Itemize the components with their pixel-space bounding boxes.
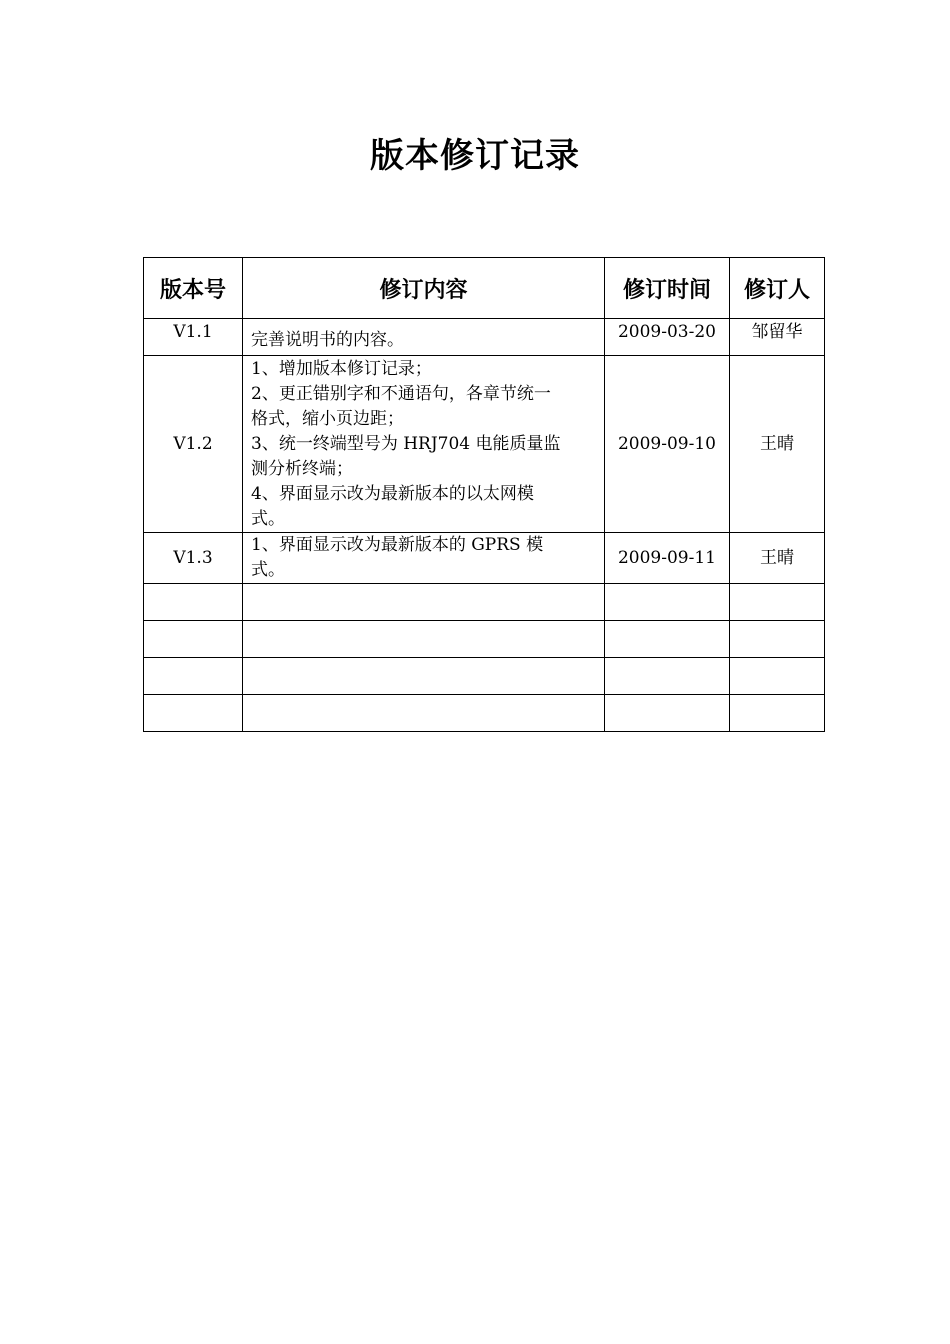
content-line: 测分析终端；	[251, 459, 353, 479]
header-content: 修订内容	[243, 258, 605, 319]
header-date: 修订时间	[605, 258, 730, 319]
empty-cell	[243, 584, 605, 621]
cell-version: V1.3	[144, 533, 243, 584]
empty-cell	[243, 621, 605, 658]
content-line: 4、界面显示改为最新版本的以太网模	[251, 484, 534, 504]
empty-cell	[605, 584, 730, 621]
empty-cell	[730, 695, 825, 732]
content-line: 1、界面显示改为最新版本的 GPRS 模	[251, 535, 544, 555]
table-header-row	[144, 258, 825, 319]
table-row	[144, 533, 825, 584]
revision-table	[143, 257, 825, 732]
table-row	[144, 356, 825, 533]
empty-row	[144, 658, 825, 695]
empty-cell	[605, 695, 730, 732]
cell-date: 2009-09-10	[605, 356, 730, 533]
cell-date: 2009-09-11	[605, 533, 730, 584]
cell-author: 邹留华	[730, 319, 825, 356]
cell-version: V1.1	[144, 319, 243, 356]
content-line: 1、增加版本修订记录；	[251, 359, 432, 379]
empty-cell	[243, 658, 605, 695]
table-row	[144, 319, 825, 356]
empty-cell	[730, 658, 825, 695]
empty-cell	[730, 584, 825, 621]
cell-version: V1.2	[144, 356, 243, 533]
cell-content	[243, 319, 605, 356]
empty-row	[144, 695, 825, 732]
empty-row	[144, 621, 825, 658]
content-line: 3、统一终端型号为 HRJ704 电能质量监	[251, 434, 561, 454]
empty-cell	[730, 621, 825, 658]
page-title: 版本修订记录	[370, 136, 580, 176]
header-author: 修订人	[730, 258, 825, 319]
empty-cell	[144, 658, 243, 695]
empty-cell	[144, 621, 243, 658]
empty-cell	[605, 621, 730, 658]
content-line: 式。	[251, 509, 285, 529]
empty-cell	[144, 695, 243, 732]
cell-content	[243, 356, 605, 533]
cell-author: 王晴	[730, 533, 825, 584]
header-version: 版本号	[144, 258, 243, 319]
cell-content	[243, 533, 605, 584]
cell-author: 王晴	[730, 356, 825, 533]
content-line: 完善说明书的内容。	[251, 330, 404, 350]
content-line: 2、更正错别字和不通语句，各章节统一	[251, 384, 551, 404]
empty-cell	[243, 695, 605, 732]
empty-cell	[144, 584, 243, 621]
content-line: 格式，缩小页边距；	[251, 409, 404, 429]
cell-date: 2009-03-20	[605, 319, 730, 356]
empty-cell	[605, 658, 730, 695]
empty-row	[144, 584, 825, 621]
content-line: 式。	[251, 560, 285, 580]
